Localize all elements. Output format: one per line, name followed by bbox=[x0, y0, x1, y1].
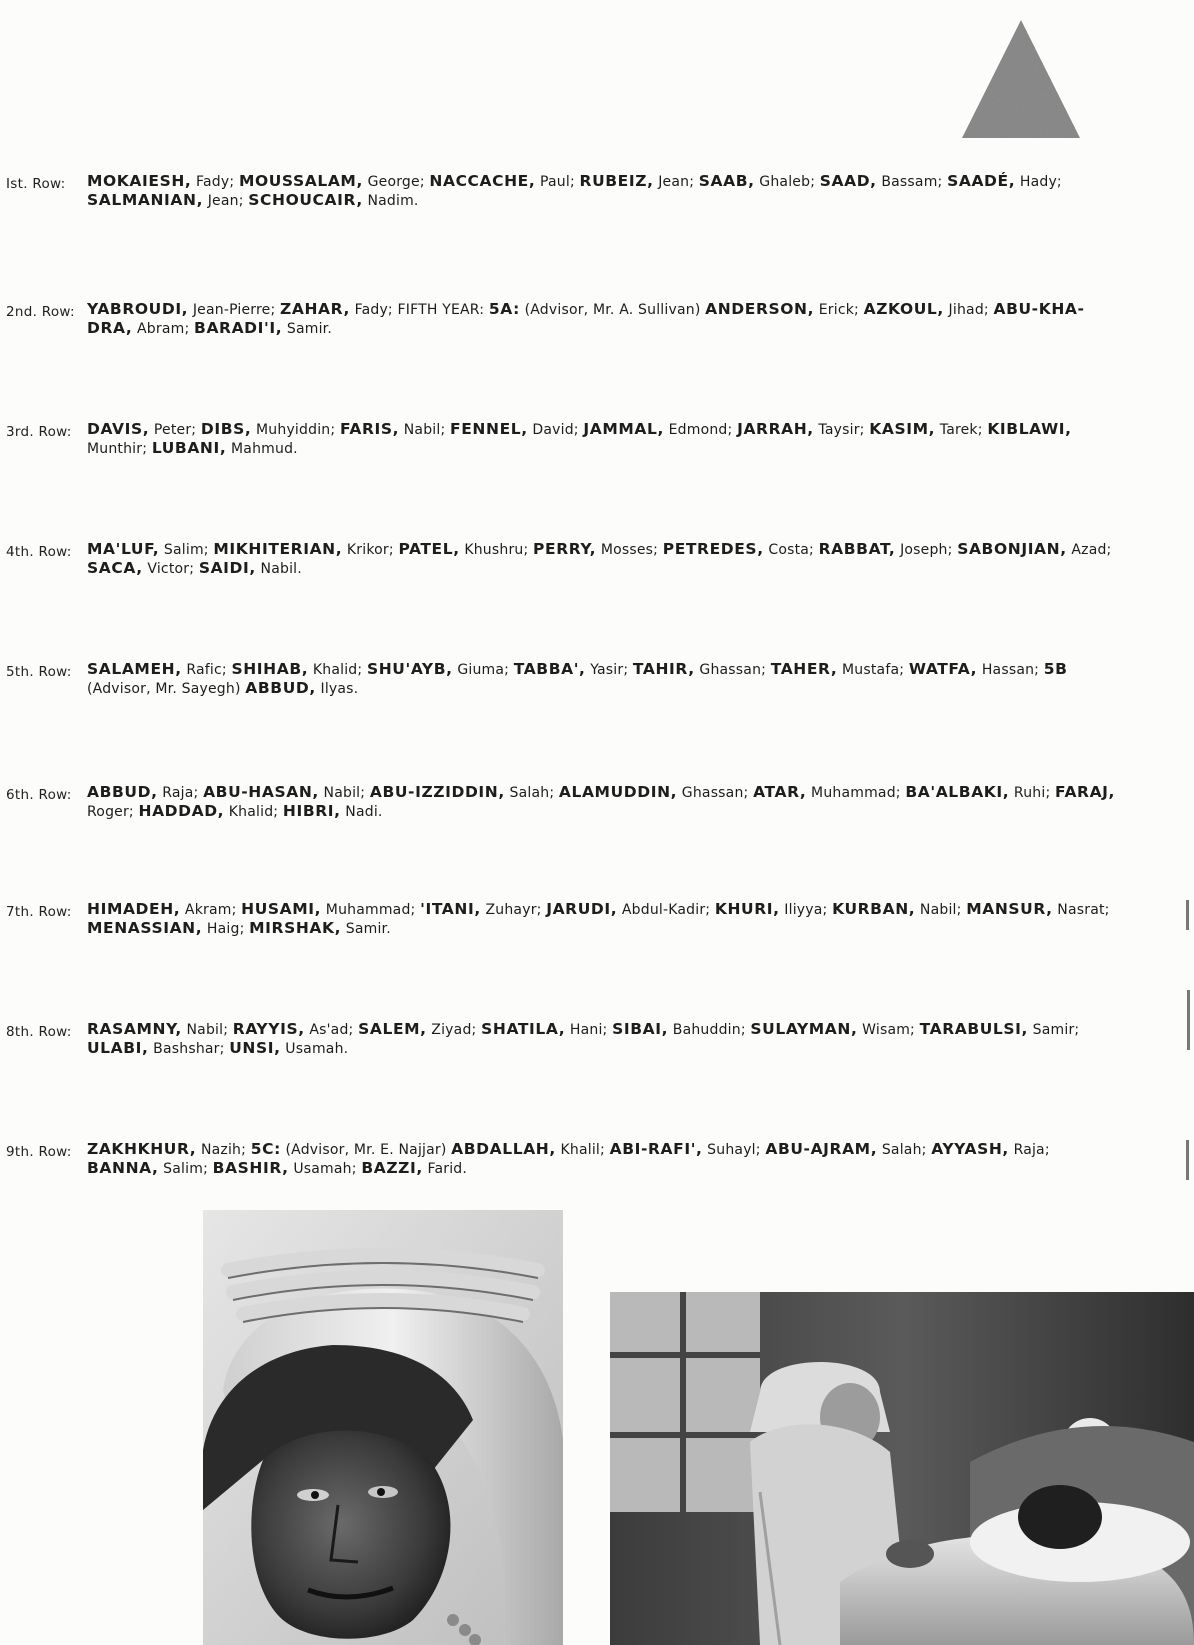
student-given-name: Salim; bbox=[158, 1161, 213, 1177]
student-surname: MIRSHAK, bbox=[249, 919, 342, 937]
student-surname: 'ITANI, bbox=[420, 900, 481, 918]
student-surname: RABBAT, bbox=[818, 540, 896, 558]
student-surname: MOKAIESH, bbox=[87, 172, 192, 190]
student-surname: ABDALLAH, bbox=[451, 1140, 556, 1158]
student-given-name: Samir; bbox=[1028, 1022, 1080, 1038]
student-given-name: George; bbox=[362, 174, 430, 190]
student-surname: ABU-IZZIDDIN, bbox=[369, 783, 505, 801]
student-surname: SAAD, bbox=[819, 172, 877, 190]
student-surname: PERRY, bbox=[533, 540, 597, 558]
student-given-name: Ruhi; bbox=[1009, 785, 1056, 801]
student-given-name: Edmond; bbox=[663, 422, 738, 438]
student-surname: JARUDI, bbox=[546, 900, 618, 918]
student-given-name: Mustafa; bbox=[837, 662, 909, 678]
student-given-name: Krikor; bbox=[342, 542, 399, 558]
student-surname: WATFA, bbox=[908, 660, 978, 678]
scan-edge-mark bbox=[1186, 900, 1189, 930]
student-given-name: Yasir; bbox=[585, 662, 633, 678]
student-surname: YABROUDI, bbox=[87, 300, 189, 318]
student-surname: ZAHAR, bbox=[280, 300, 350, 318]
student-surname: KHURI, bbox=[714, 900, 780, 918]
student-given-name: Joseph; bbox=[895, 542, 958, 558]
student-given-name: Fady; FIFTH YEAR: bbox=[349, 302, 489, 318]
student-surname: ATAR, bbox=[753, 783, 807, 801]
student-given-name: Zuhayr; bbox=[480, 902, 547, 918]
student-surname: DIBS, bbox=[200, 420, 252, 438]
row-label: 8th. Row: bbox=[6, 1024, 72, 1040]
student-given-name: Nabil; bbox=[915, 902, 967, 918]
student-given-name: Farid. bbox=[422, 1161, 468, 1177]
student-surname: SHATILA, bbox=[481, 1020, 566, 1038]
student-surname: SALAMEH, bbox=[87, 660, 182, 678]
scan-edge-mark bbox=[1186, 1140, 1189, 1180]
student-given-name: Suhayl; bbox=[702, 1142, 766, 1158]
row-label: 2nd. Row: bbox=[6, 304, 75, 320]
student-surname: PETREDES, bbox=[662, 540, 764, 558]
student-given-name: Salim; bbox=[159, 542, 214, 558]
student-surname: SALEM, bbox=[358, 1020, 427, 1038]
student-surname: BA'ALBAKI, bbox=[905, 783, 1010, 801]
student-given-name: Bassam; bbox=[876, 174, 948, 190]
student-given-name: Nabil. bbox=[255, 561, 302, 577]
student-given-name: Hassan; bbox=[977, 662, 1044, 678]
student-given-name: Ilyas. bbox=[315, 681, 359, 697]
student-surname: SAAB, bbox=[698, 172, 755, 190]
student-surname: KASIM, bbox=[869, 420, 936, 438]
student-surname: RUBEIZ, bbox=[579, 172, 654, 190]
row-names bbox=[87, 540, 1120, 578]
student-surname: BASHIR, bbox=[212, 1159, 289, 1177]
row-label: 4th. Row: bbox=[6, 544, 72, 560]
student-surname: ABBUD, bbox=[87, 783, 158, 801]
row-label: 3rd. Row: bbox=[6, 424, 72, 440]
student-surname: AZKOUL, bbox=[863, 300, 944, 318]
student-given-name: Nasrat; bbox=[1052, 902, 1110, 918]
student-surname: ALAMUDDIN, bbox=[558, 783, 678, 801]
row-names bbox=[87, 1020, 1120, 1058]
student-surname: FARIS, bbox=[339, 420, 400, 438]
student-surname: 5B bbox=[1043, 660, 1068, 678]
student-given-name: Salah; bbox=[504, 785, 559, 801]
student-surname: SACA, bbox=[87, 559, 143, 577]
student-given-name: Khalid; bbox=[224, 804, 283, 820]
student-given-name: Erick; bbox=[814, 302, 864, 318]
row-names bbox=[87, 660, 1120, 698]
student-given-name: Munthir; bbox=[87, 441, 152, 457]
student-given-name: Raja; bbox=[157, 785, 204, 801]
student-given-name: Ghassan; bbox=[677, 785, 754, 801]
student-surname: FENNEL, bbox=[450, 420, 528, 438]
student-given-name: Giuma; bbox=[452, 662, 514, 678]
student-given-name: David; bbox=[527, 422, 584, 438]
student-surname: SABONJIAN, bbox=[957, 540, 1067, 558]
student-surname: NACCACHE, bbox=[429, 172, 536, 190]
photo-man-headdress bbox=[203, 1210, 563, 1645]
row-label: 5th. Row: bbox=[6, 664, 72, 680]
student-given-name: Bashshar; bbox=[148, 1041, 230, 1057]
student-given-name: Haig; bbox=[202, 921, 250, 937]
row-label: 7th. Row: bbox=[6, 904, 72, 920]
student-surname: HIBRI, bbox=[282, 802, 341, 820]
student-surname: ULABI, bbox=[87, 1039, 149, 1057]
row-names bbox=[87, 300, 1120, 338]
student-given-name: Khalil; bbox=[555, 1142, 610, 1158]
student-given-name: Muhammad; bbox=[321, 902, 421, 918]
student-surname: JARRAH, bbox=[737, 420, 814, 438]
student-given-name: Roger; bbox=[87, 804, 139, 820]
student-surname: ABU-KHA-DRA, bbox=[87, 300, 1085, 337]
row-names bbox=[87, 420, 1120, 458]
student-surname: HIMADEH, bbox=[87, 900, 181, 918]
student-surname: SAADÉ, bbox=[947, 172, 1016, 190]
student-given-name: Victor; bbox=[142, 561, 199, 577]
student-surname: MA'LUF, bbox=[87, 540, 160, 558]
student-given-name: Usamah; bbox=[288, 1161, 362, 1177]
student-given-name: Usamah. bbox=[280, 1041, 349, 1057]
student-given-name: Hani; bbox=[565, 1022, 613, 1038]
row-label: Ist. Row: bbox=[6, 176, 66, 192]
student-given-name: Jean-Pierre; bbox=[188, 302, 281, 318]
student-given-name: Raja; bbox=[1008, 1142, 1050, 1158]
student-given-name: Azad; bbox=[1066, 542, 1112, 558]
student-given-name: As'ad; bbox=[304, 1022, 359, 1038]
student-given-name: Akram; bbox=[180, 902, 242, 918]
student-given-name: Nadim. bbox=[362, 193, 419, 209]
student-given-name: Taysir; bbox=[813, 422, 870, 438]
student-given-name: Bahuddin; bbox=[668, 1022, 751, 1038]
student-given-name: Samir. bbox=[341, 921, 391, 937]
row-label: 9th. Row: bbox=[6, 1144, 72, 1160]
student-given-name: Nazih; bbox=[196, 1142, 251, 1158]
student-given-name: (Advisor, Mr. A. Sullivan) bbox=[519, 302, 706, 318]
student-surname: SAIDI, bbox=[198, 559, 256, 577]
student-surname: MOUSSALAM, bbox=[238, 172, 363, 190]
student-surname: BAZZI, bbox=[361, 1159, 423, 1177]
scan-edge-mark bbox=[1187, 990, 1190, 1050]
student-given-name: (Advisor, Mr. E. Najjar) bbox=[280, 1142, 452, 1158]
student-surname: ANDERSON, bbox=[705, 300, 815, 318]
student-given-name: Paul; bbox=[535, 174, 580, 190]
student-surname: PATEL, bbox=[398, 540, 460, 558]
student-surname: 5A: bbox=[488, 300, 520, 318]
student-given-name: Nabil; bbox=[399, 422, 451, 438]
student-given-name: Rafic; bbox=[181, 662, 232, 678]
student-given-name: Abdul-Kadir; bbox=[617, 902, 715, 918]
student-given-name: Abram; bbox=[132, 321, 195, 337]
row-names bbox=[87, 172, 1120, 210]
student-surname: KIBLAWI, bbox=[987, 420, 1072, 438]
student-given-name: Nadi. bbox=[340, 804, 383, 820]
student-given-name: Mosses; bbox=[596, 542, 663, 558]
student-given-name: Khalid; bbox=[308, 662, 367, 678]
student-surname: SHIHAB, bbox=[231, 660, 309, 678]
student-surname: DAVIS, bbox=[87, 420, 150, 438]
student-given-name: Khushru; bbox=[459, 542, 534, 558]
student-surname: SULAYMAN, bbox=[750, 1020, 858, 1038]
student-given-name: Jean; bbox=[203, 193, 249, 209]
student-surname: FARAJ, bbox=[1055, 783, 1116, 801]
student-surname: ABI-RAFI', bbox=[609, 1140, 703, 1158]
student-surname: RAYYIS, bbox=[232, 1020, 305, 1038]
student-surname: TAHIR, bbox=[632, 660, 695, 678]
student-given-name: Ziyad; bbox=[426, 1022, 482, 1038]
student-surname: HUSAMI, bbox=[241, 900, 322, 918]
student-surname: ABU-AJRAM, bbox=[765, 1140, 878, 1158]
student-given-name: Muhyiddin; bbox=[251, 422, 340, 438]
student-surname: TARABULSI, bbox=[919, 1020, 1029, 1038]
student-given-name: Jihad; bbox=[943, 302, 994, 318]
student-surname: MENASSIAN, bbox=[87, 919, 203, 937]
row-label: 6th. Row: bbox=[6, 787, 72, 803]
student-surname: ZAKHKHUR, bbox=[87, 1140, 197, 1158]
student-surname: JAMMAL, bbox=[583, 420, 664, 438]
student-given-name: Iliyya; bbox=[779, 902, 833, 918]
student-given-name: Costa; bbox=[763, 542, 819, 558]
student-given-name: Hady; bbox=[1015, 174, 1062, 190]
triangle-ornament bbox=[962, 20, 1080, 138]
student-surname: SHU'AYB, bbox=[366, 660, 453, 678]
student-surname: ABU-HASAN, bbox=[203, 783, 319, 801]
student-surname: 5C: bbox=[250, 1140, 281, 1158]
student-surname: SCHOUCAIR, bbox=[248, 191, 363, 209]
student-surname: RASAMNY, bbox=[87, 1020, 182, 1038]
student-given-name: Mahmud. bbox=[226, 441, 298, 457]
student-surname: AYYASH, bbox=[931, 1140, 1009, 1158]
student-surname: ABBUD, bbox=[245, 679, 316, 697]
student-surname: BANNA, bbox=[87, 1159, 159, 1177]
student-surname: LUBANI, bbox=[151, 439, 227, 457]
student-given-name: Ghaleb; bbox=[754, 174, 820, 190]
row-names bbox=[87, 783, 1120, 821]
student-surname: UNSI, bbox=[229, 1039, 281, 1057]
student-surname: TAHER, bbox=[770, 660, 838, 678]
student-surname: KURBAN, bbox=[832, 900, 916, 918]
student-given-name: Muhammad; bbox=[806, 785, 906, 801]
student-given-name: Jean; bbox=[653, 174, 699, 190]
student-given-name: Salah; bbox=[877, 1142, 932, 1158]
student-given-name: Peter; bbox=[149, 422, 201, 438]
student-surname: MANSUR, bbox=[966, 900, 1053, 918]
student-given-name: Samir. bbox=[282, 321, 332, 337]
student-given-name: (Advisor, Mr. Sayegh) bbox=[87, 681, 246, 697]
student-given-name: Tarek; bbox=[935, 422, 988, 438]
student-given-name: Ghassan; bbox=[694, 662, 771, 678]
student-given-name: Wisam; bbox=[857, 1022, 920, 1038]
student-given-name: Nabil; bbox=[318, 785, 370, 801]
student-given-name: Nabil; bbox=[181, 1022, 233, 1038]
row-names bbox=[87, 900, 1120, 938]
student-surname: BARADI'I, bbox=[194, 319, 283, 337]
student-surname: TABBA', bbox=[513, 660, 586, 678]
student-surname: HADDAD, bbox=[138, 802, 225, 820]
student-surname: MIKHITERIAN, bbox=[213, 540, 343, 558]
student-given-name: Fady; bbox=[191, 174, 239, 190]
student-surname: SALMANIAN, bbox=[87, 191, 204, 209]
row-names bbox=[87, 1140, 1120, 1178]
photo-nurse-patient bbox=[610, 1292, 1194, 1645]
student-surname: SIBAI, bbox=[612, 1020, 669, 1038]
